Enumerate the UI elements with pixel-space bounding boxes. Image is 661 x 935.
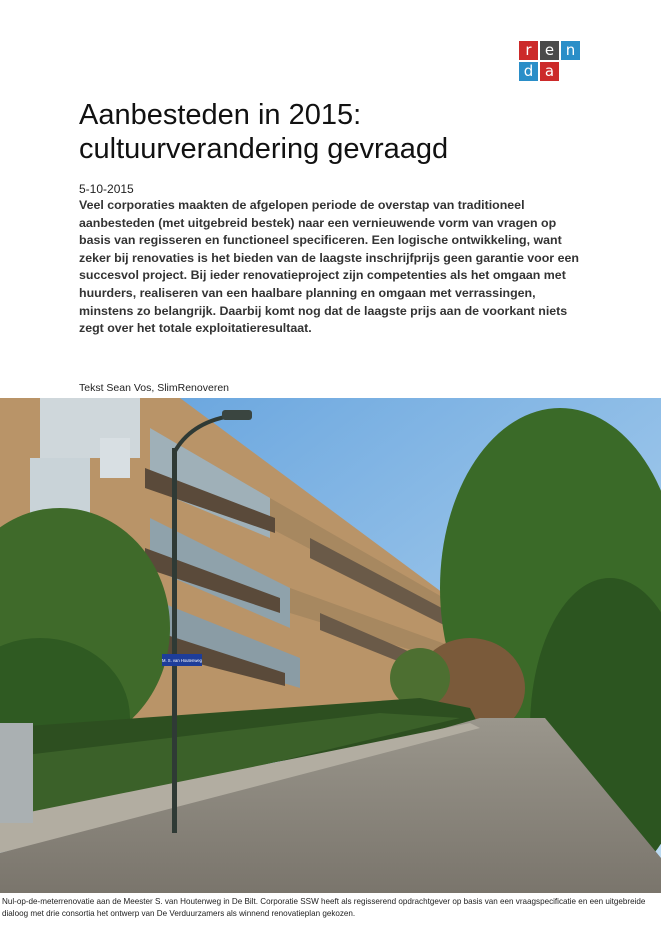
- title-line-2: cultuurverandering gevraagd: [79, 133, 449, 165]
- logo-letter: d: [519, 62, 538, 81]
- logo-letter: e: [540, 41, 559, 60]
- publication-date: 5-10-2015: [79, 182, 134, 196]
- intro-paragraph: Veel corporaties maakten de afgelopen periode de overstap van traditioneel aanbesteden (met uitgebreid bestek) naar een vernieuwende vorm van vragen op basis van regisseren en functioneel specificeren. Een logische ontwikkeling, want zeker bij renovaties is het bieden van de laagste inschrijfprijs geen garantie voor een succesvol project. Bij ieder renovatieproject zijn competenties als het omgaan met huurders, realiseren van een haalbare planning en omgaan met verrassingen, minstens zo belangrijk. Daarbij komt nog dat de laagste prijs aan de voorkant niets zegt over het totale exploitatieresultaat.: [79, 198, 579, 336]
- article-title: [79, 98, 599, 166]
- logo-letter: n: [561, 41, 580, 60]
- renda-logo: [519, 41, 582, 83]
- photo-caption: Nul-op-de-meterrenovatie aan de Meester S. van Houtenweg in De Bilt. Corporatie SSW heeft als regisserend opdrachtgever op basis van een vraagspecificatie en een uitgebreide dialoog met drie consortia het ontwerp van De Verduurzamers als winnend renovatieplan gekozen.: [2, 897, 646, 918]
- title-line-1: Aanbesteden in 2015:: [79, 99, 362, 131]
- street-sign-text: M. S. van Houtenweg: [161, 658, 203, 663]
- author-credit: Tekst Sean Vos, SlimRenoveren: [79, 382, 229, 394]
- logo-letter: r: [519, 41, 538, 60]
- street-photo: [0, 398, 661, 893]
- container: [0, 723, 33, 823]
- logo-letter: a: [540, 62, 559, 81]
